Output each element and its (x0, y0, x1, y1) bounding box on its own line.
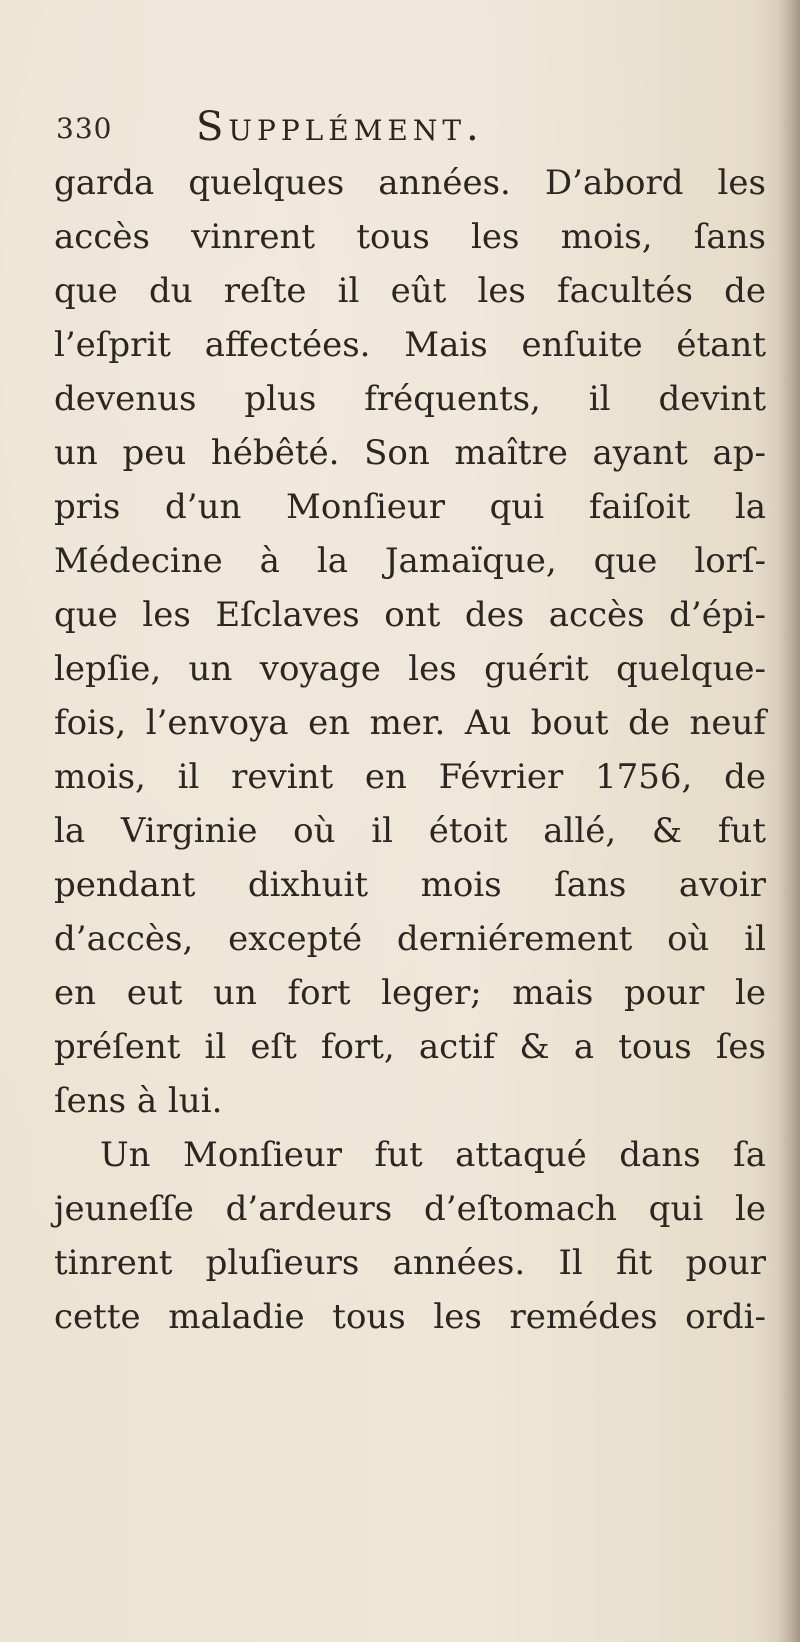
text-line: que du reſte il eût les facultés de (54, 271, 766, 311)
text-line: ſens à lui. (54, 1081, 223, 1121)
text-line: accès vinrent tous les mois, ſans (54, 217, 766, 257)
text-line: un peu hébêté. Son maître ayant ap- (54, 433, 766, 473)
text-line: garda quelques années. D’abord les (54, 163, 766, 203)
text-line: l’eſprit affectées. Mais enſuite étant (54, 325, 766, 365)
text-line: fois, l’envoya en mer. Au bout de neuf (54, 703, 766, 743)
text-line: mois, il revint en Février 1756, de (54, 757, 766, 797)
text-line: cette maladie tous les remédes ordi- (54, 1297, 766, 1337)
text-line: Un Monſieur fut attaqué dans ſa (100, 1135, 766, 1175)
text-line: en eut un fort leger; mais pour le (54, 973, 766, 1013)
text-line: que les Eſclaves ont des accès d’épi- (54, 595, 766, 635)
text-line: devenus plus fréquents, il devint (54, 379, 766, 419)
text-line: Médecine à la Jamaïque, que lorſ- (54, 541, 766, 581)
text-line: lepſie, un voyage les guérit quelque- (54, 649, 766, 689)
text-line: pendant dixhuit mois ſans avoir (54, 865, 766, 905)
text-line: d’accès, excepté derniérement où il (54, 919, 766, 959)
text-line: jeuneſſe d’ardeurs d’eſtomach qui le (54, 1189, 766, 1229)
text-line: la Virginie où il étoit allé, & fut (54, 811, 766, 851)
page-header (56, 104, 756, 154)
body-text (54, 156, 766, 1344)
text-line: tinrent pluſieurs années. Il fit pour (54, 1243, 766, 1283)
page-edge-shadow (778, 0, 800, 1642)
running-head: Supplément. (196, 104, 484, 150)
page-number: 330 (56, 112, 113, 145)
text-line: préſent il eſt fort, actif & a tous ſes (54, 1027, 766, 1067)
text-line: pris d’un Monſieur qui faiſoit la (54, 487, 766, 527)
